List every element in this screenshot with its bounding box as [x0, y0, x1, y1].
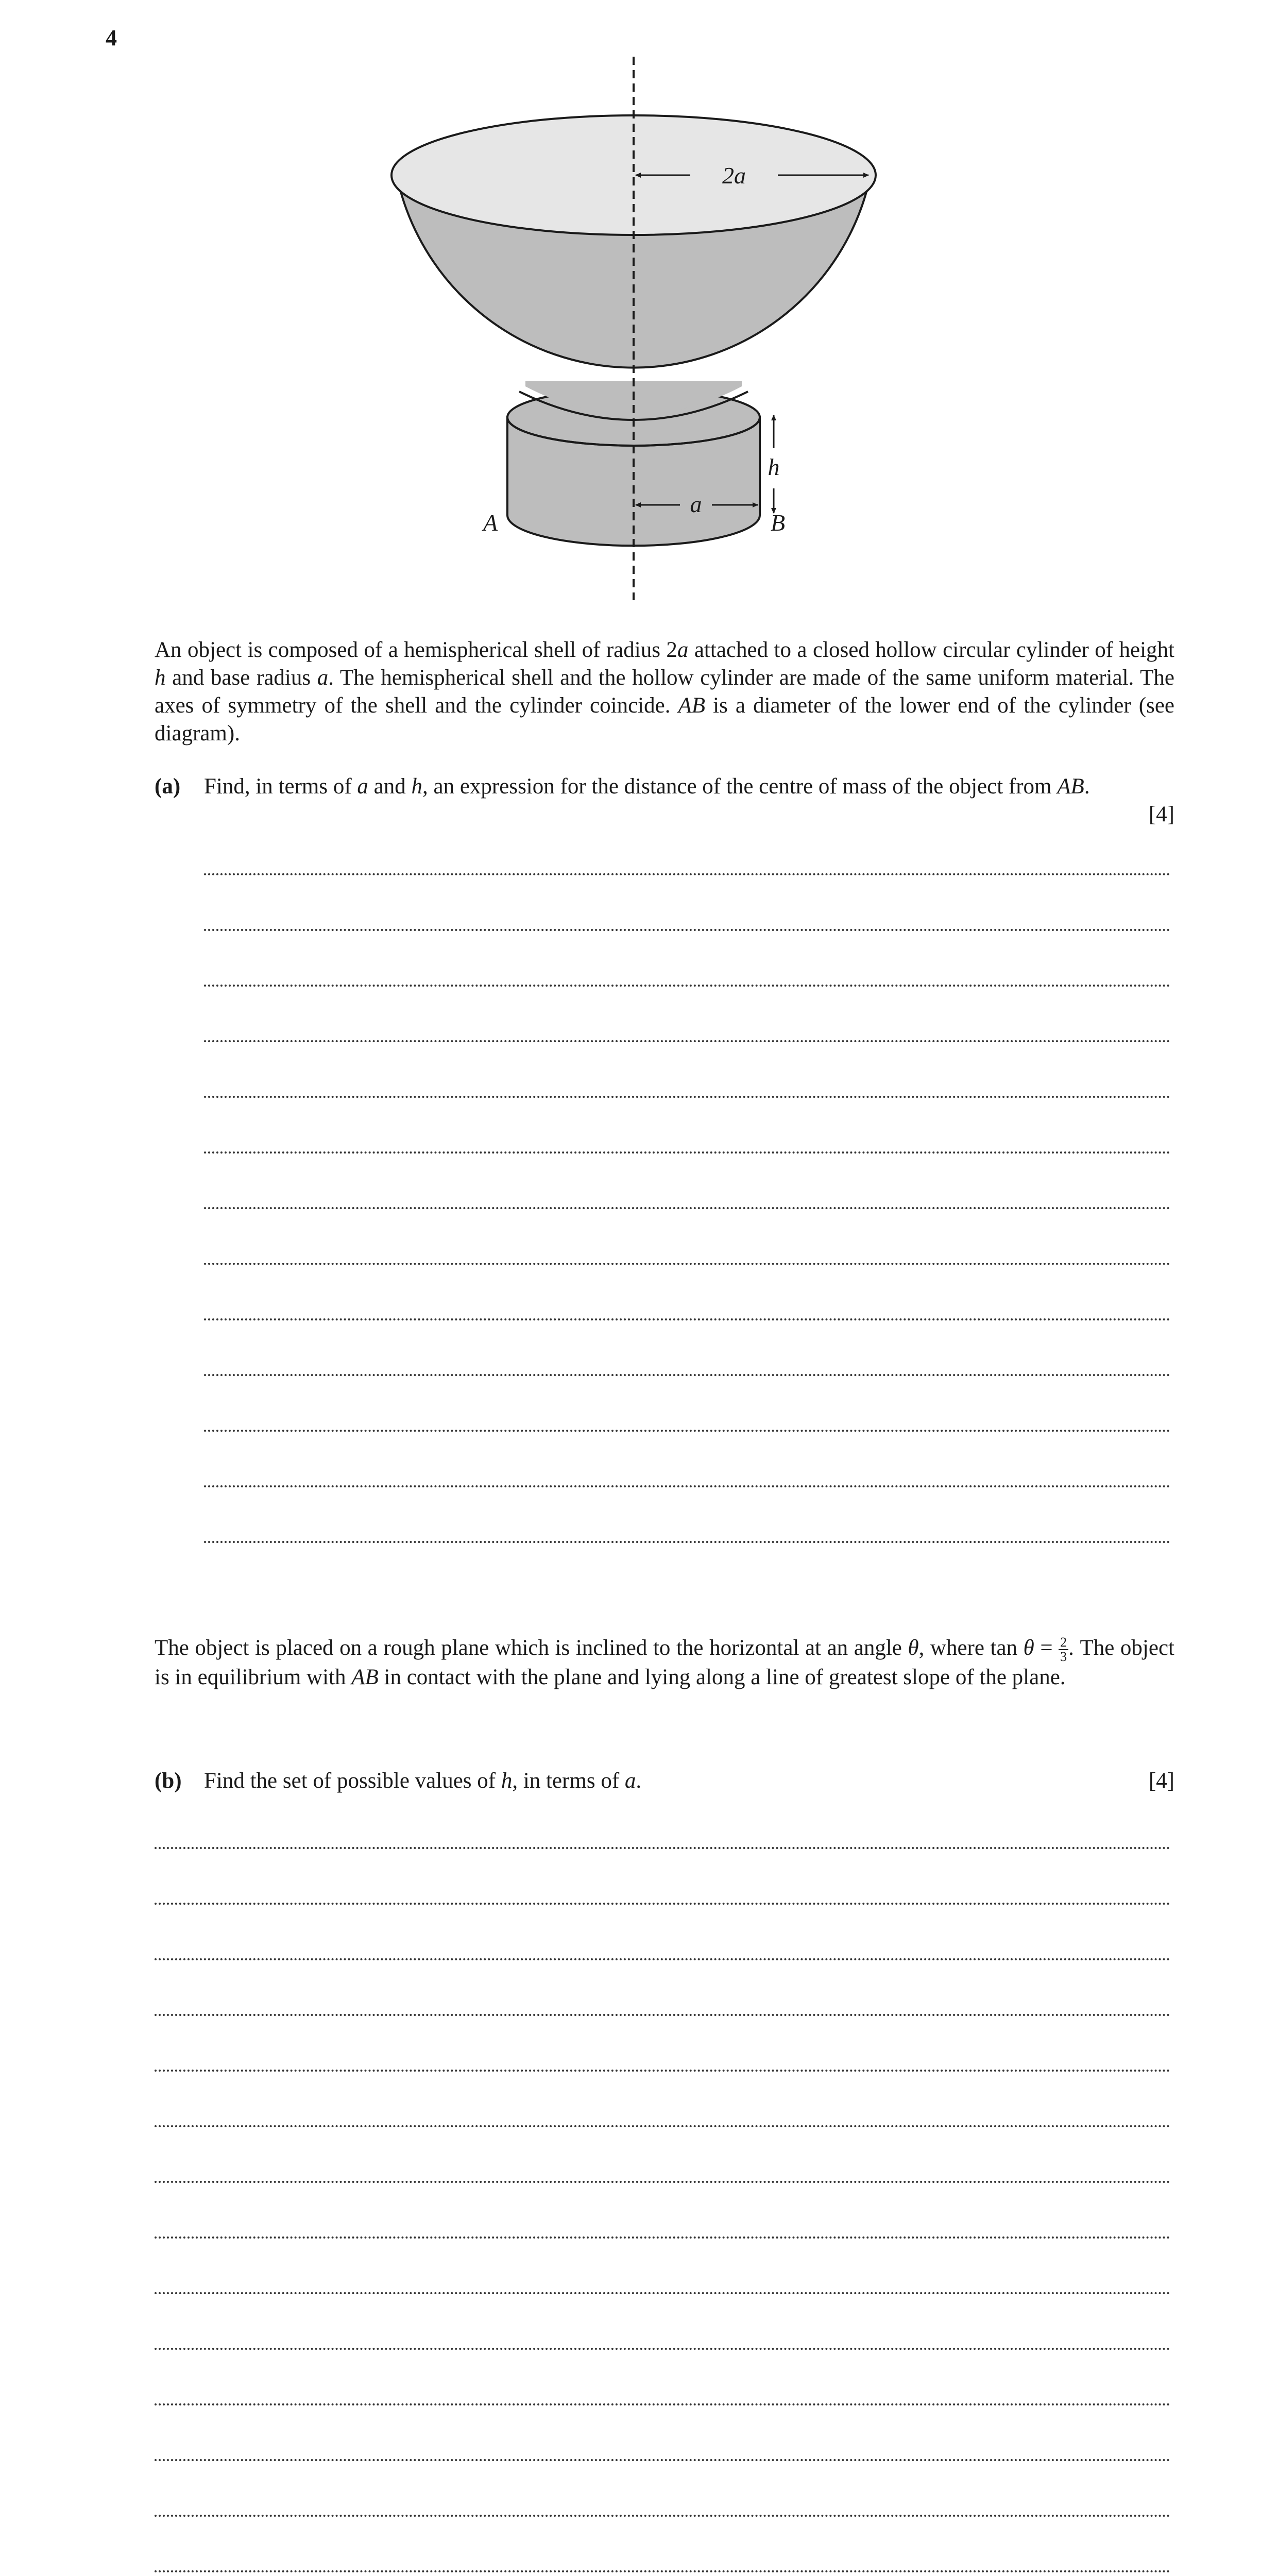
context-b-paragraph	[155, 1634, 1174, 1691]
var-ab: AB	[678, 693, 706, 718]
intro-text: is a diameter of the lower end of the cylinder (see diagram).	[155, 693, 1175, 745]
var-a: a	[317, 666, 329, 690]
question-a-marks: [4]	[1148, 802, 1174, 826]
question-b-text-part: Find the set of possible values of	[204, 1769, 501, 1793]
context-text: in contact with the plane and lying along a line of greatest slope of the plane.	[378, 1665, 1066, 1690]
context-text: , where tan	[918, 1636, 1024, 1660]
question-a-text-part: and	[368, 774, 412, 799]
page-number: 4	[106, 25, 117, 50]
question-a-label: (a)	[155, 774, 181, 799]
answer-line[interactable]	[204, 1430, 1170, 1432]
answer-line[interactable]	[155, 2459, 1170, 2461]
label-radius-2a: 2a	[722, 162, 746, 189]
answer-line[interactable]	[155, 1958, 1170, 1960]
intro-text: An object is composed of a hemispherical shell of radius 2	[155, 638, 677, 662]
answer-line[interactable]	[155, 2236, 1170, 2239]
label-height-h: h	[768, 454, 780, 480]
answer-line[interactable]	[204, 1040, 1170, 1042]
question-b-label: (b)	[155, 1769, 182, 1793]
var-theta: θ	[1023, 1636, 1034, 1660]
answer-line[interactable]	[204, 1263, 1170, 1265]
question-b-text	[204, 1767, 641, 1795]
question-b	[155, 1767, 1174, 1798]
fraction-denominator: 3	[1060, 1649, 1067, 1665]
label-base-a: a	[690, 491, 702, 517]
answer-line[interactable]	[204, 873, 1170, 875]
intro-text: attached to a closed hollow circular cylinder of height	[688, 638, 1174, 662]
context-text: =	[1034, 1636, 1059, 1660]
bowl-cylinder-diagram	[381, 52, 907, 608]
label-point-a: A	[483, 510, 498, 536]
var-h: h	[501, 1769, 513, 1793]
answer-line[interactable]	[204, 1207, 1170, 1209]
label-point-b: B	[770, 510, 786, 536]
answer-line[interactable]	[204, 929, 1170, 931]
context-text: The object is placed on a rough plane which is inclined to the horizontal at an angle	[155, 1636, 908, 1660]
answer-line[interactable]	[204, 1096, 1170, 1098]
intro-text: . The hemispherical shell and the hollow cylinder are made of the same uniform material. The axes of symmetry of the shell and the cylinder coincide.	[155, 666, 1175, 718]
context-text: . The object is in equilibrium with	[155, 1636, 1174, 1690]
var-ab: AB	[351, 1665, 379, 1690]
answer-line[interactable]	[204, 1485, 1170, 1487]
question-a-text	[204, 773, 1090, 801]
var-h: h	[155, 666, 166, 690]
answer-line[interactable]	[155, 1903, 1170, 1905]
question-b-marks: [4]	[1148, 1769, 1174, 1793]
var-a: a	[357, 774, 368, 799]
answer-line[interactable]	[155, 2181, 1170, 2183]
intro-text: and base radius	[165, 666, 317, 690]
question-a-text-part: .	[1084, 774, 1090, 799]
answer-line[interactable]	[155, 2292, 1170, 2294]
answer-line[interactable]	[204, 1541, 1170, 1543]
question-a-text-part: Find, in terms of	[204, 774, 357, 799]
answer-line[interactable]	[155, 2403, 1170, 2405]
answer-line[interactable]	[204, 985, 1170, 987]
answer-line[interactable]	[155, 2125, 1170, 2127]
intro-paragraph	[155, 636, 1174, 748]
var-ab: AB	[1057, 774, 1084, 799]
answer-line[interactable]	[155, 2070, 1170, 2072]
fraction-numerator: 2	[1059, 1636, 1068, 1650]
question-a-text-part: , an expression for the distance of the centre of mass of the object from	[422, 774, 1058, 799]
fraction-two-thirds	[1059, 1636, 1068, 1664]
question-a	[155, 773, 1174, 835]
answer-line[interactable]	[155, 2570, 1170, 2572]
answer-line[interactable]	[155, 2014, 1170, 2016]
answer-line[interactable]	[204, 1374, 1170, 1376]
var-a: a	[624, 1769, 636, 1793]
var-h: h	[411, 774, 423, 799]
answer-line[interactable]	[155, 2348, 1170, 2350]
answer-line[interactable]	[155, 1847, 1170, 1849]
var-a: a	[677, 638, 689, 662]
answer-line[interactable]	[155, 2515, 1170, 2517]
answer-line[interactable]	[204, 1318, 1170, 1320]
answer-line[interactable]	[204, 1151, 1170, 1154]
question-b-text-part: .	[636, 1769, 642, 1793]
var-theta: θ	[908, 1636, 919, 1660]
question-b-text-part: , in terms of	[512, 1769, 625, 1793]
